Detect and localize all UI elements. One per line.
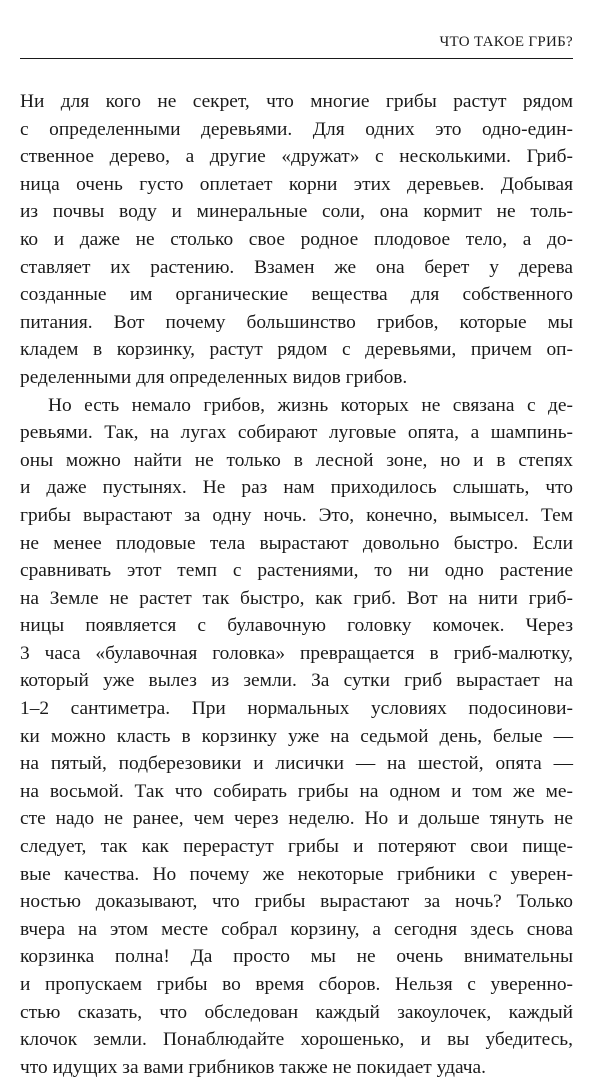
text-line: ко и даже не столько свое родное плодовое тело, а до-: [20, 228, 573, 250]
text-line: следует, так как перерастут грибы и потеряют свои пище-: [20, 836, 573, 858]
text-line: и даже пустынях. Не раз нам приходилось слышать, что: [20, 477, 573, 499]
text-line: 1–2 сантиметра. При нормальных условиях подосинови-: [20, 698, 573, 720]
text-line: корзинка полна! Да просто мы не очень внимательны: [20, 946, 573, 968]
text-line: и пропускаем грибы во время сборов. Нельзя с уверенно-: [20, 974, 573, 995]
text-line: который уже вылез из земли. За сутки гриб вырастает на: [20, 670, 573, 692]
text-line: клочок земли. Понаблюдайте хорошенько, и вы убедитесь,: [20, 1029, 573, 1051]
body-text: [20, 88, 573, 1081]
text-line: ностью доказывают, что грибы вырастают за ночь? Только: [20, 891, 573, 913]
text-line: 3 часа «булавочная головка» превращается в гриб-малютку,: [20, 642, 573, 664]
text-line: кладем в корзинку, растут рядом с деревьями, причем оп-: [20, 339, 573, 361]
text-line: созданные им органические вещества для собственного: [20, 284, 573, 306]
text-line: что идущих за вами грибников также не покидает удача.: [20, 1056, 487, 1078]
running-title: ЧТО ТАКОЕ ГРИБ?: [439, 34, 573, 50]
text-line: Ни для кого не секрет, что многие грибы растут рядом: [20, 91, 573, 112]
text-line: стью сказать, что обследован каждый закоулочек, каждый: [20, 1001, 573, 1023]
running-header: [20, 28, 573, 59]
text-line: грибы вырастают за одну ночь. Это, конечно, вымысел. Тем: [20, 504, 573, 526]
text-line: на восьмой. Так что собирать грибы на одном и том же ме-: [20, 780, 573, 802]
text-line: ственное дерево, а другие «дружат» с несколькими. Гриб-: [20, 146, 573, 168]
text-line: ревьями. Так, на лугах собирают луговые опята, а шампинь-: [20, 422, 573, 444]
text-line: вые качества. Но почему же некоторые грибники с уверен-: [20, 863, 573, 885]
text-line: на пятый, подберезовики и лисички — на шестой, опята —: [20, 753, 573, 775]
text-line: оны можно найти не только в лесной зоне, но и в степях: [20, 449, 573, 471]
text-line: с определенными деревьями. Для одних это одно-един-: [20, 118, 573, 140]
text-line: ставляет их растению. Взамен же она берет у дерева: [20, 256, 573, 278]
text-line: из почвы воду и минеральные соли, она кормит не толь-: [20, 201, 573, 223]
text-line: вчера на этом месте собрал корзину, а сегодня здесь снова: [20, 918, 573, 940]
paragraph-1: [20, 88, 573, 392]
paragraph-2: [20, 392, 573, 1081]
text-line: на Земле не растет так быстро, как гриб. Вот на нити гриб-: [20, 587, 573, 609]
text-line: ки можно класть в корзинку уже на седьмой день, белые —: [20, 725, 573, 747]
text-line: не менее плодовые тела вырастают довольно быстро. Если: [20, 532, 573, 554]
text-line: ницы появляется с булавочную головку комочек. Через: [20, 615, 573, 637]
text-line: ределенными для определенных видов грибов.: [20, 366, 408, 388]
text-line: сравнивать этот темп с растениями, то ни одно растение: [20, 560, 573, 582]
text-line: ница очень густо оплетает корни этих деревьев. Добывая: [20, 173, 573, 195]
text-line: питания. Вот почему большинство грибов, которые мы: [20, 311, 573, 333]
text-line: сте надо не ранее, чем через неделю. Но и дольше тянуть не: [20, 808, 573, 830]
text-line: Но есть немало грибов, жизнь которых не связана с де-: [48, 394, 573, 416]
